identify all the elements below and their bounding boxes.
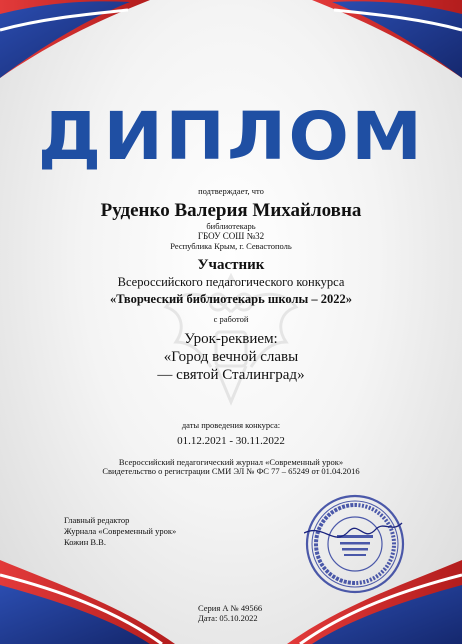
with-work-text: с работой (213, 314, 249, 324)
serial-block (198, 603, 262, 623)
journal-name: Всероссийский педагогический журнал «Современный урок» (118, 457, 344, 467)
registration-certificate: Свидетельство о регистрации СМИ ЭЛ № ФС 77 – 65249 от 01.04.2016 (102, 466, 360, 476)
issue-date: Дата: 05.10.2022 (198, 613, 258, 624)
contest-line: Всероссийского педагогического конкурса (117, 275, 345, 289)
recipient-region: Республика Крым, г. Севастополь (170, 241, 292, 251)
work-title (0, 330, 462, 384)
dates-value: 01.12.2021 - 30.11.2022 (177, 435, 285, 447)
work-title-line3: — святой Сталинград» (157, 367, 305, 383)
recipient-name: Руденко Валерия Михайловна (100, 200, 362, 221)
contest-name: «Творческий библиотекарь школы – 2022» (109, 292, 353, 306)
recipient-school: ГБОУ СОШ №32 (197, 231, 265, 241)
diploma-title: ДИПЛОМ (37, 98, 425, 175)
work-title-line2: «Город вечной славы (163, 349, 299, 365)
participant-status: Участник (197, 257, 265, 273)
recipient-position: библиотекарь (206, 221, 256, 231)
confirms-text: подтверждает, что (198, 186, 264, 196)
work-title-line1: Урок-реквием: (184, 331, 278, 347)
journal-stamp (304, 493, 406, 595)
editor-name: Кожин В.В. (64, 537, 106, 548)
editor-block (64, 515, 176, 548)
serial-number: Серия А № 49566 (198, 603, 263, 613)
dates-label: даты проведения конкурса: (181, 420, 281, 430)
editor-title: Главный редактор (64, 515, 130, 525)
editor-journal: Журнала «Современный урок» (64, 526, 177, 537)
